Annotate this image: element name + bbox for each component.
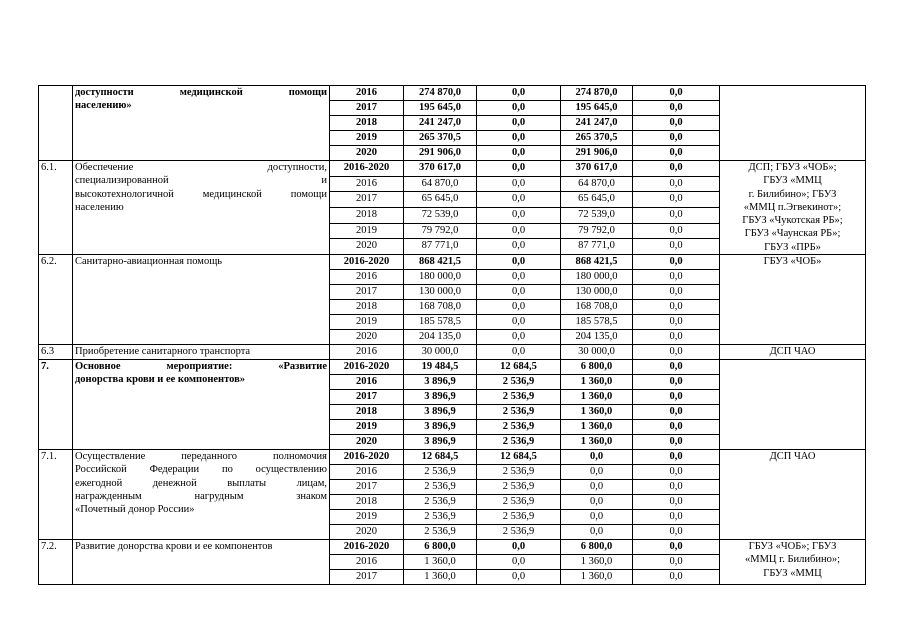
total-cell: 1 360,0 <box>404 555 477 570</box>
description-word: Осуществление <box>75 451 146 463</box>
district-budget-cell: 1 360,0 <box>561 435 633 450</box>
description-word: знаком <box>296 490 327 502</box>
year-cell: 2019 <box>330 510 404 525</box>
federal-budget-cell: 0,0 <box>477 192 561 208</box>
total-cell: 6 800,0 <box>404 540 477 555</box>
federal-budget-cell: 2 536,9 <box>477 405 561 420</box>
year-cell: 2020 <box>330 146 404 161</box>
total-cell: 265 370,5 <box>404 131 477 146</box>
federal-budget-cell: 2 536,9 <box>477 480 561 495</box>
executor-line: ГБУЗ «ЧОБ» <box>763 256 822 268</box>
year-cell: 2019 <box>330 420 404 435</box>
table-row <box>39 345 866 360</box>
district-budget-cell: 1 360,0 <box>561 375 633 390</box>
other-sources-cell: 0,0 <box>633 223 720 239</box>
description-line <box>75 463 327 476</box>
other-sources-cell: 0,0 <box>633 208 720 224</box>
total-cell: 79 792,0 <box>404 223 477 239</box>
total-cell: 3 896,9 <box>404 420 477 435</box>
item-number: 6.1. <box>39 161 73 255</box>
other-sources-cell: 0,0 <box>633 86 720 101</box>
table-row <box>39 360 866 375</box>
total-cell: 370 617,0 <box>404 161 477 177</box>
federal-budget-cell: 0,0 <box>477 239 561 255</box>
description-line: донорства крови и ее компонентов» <box>75 374 246 386</box>
item-description <box>73 86 330 161</box>
district-budget-cell: 1 360,0 <box>561 390 633 405</box>
year-cell: 2020 <box>330 330 404 345</box>
item-number: 7. <box>39 360 73 450</box>
total-cell: 185 578,5 <box>404 315 477 330</box>
description-line: «Почетный донор России» <box>75 504 195 516</box>
other-sources-cell: 0,0 <box>633 345 720 360</box>
description-line <box>75 86 327 99</box>
year-cell: 2019 <box>330 315 404 330</box>
item-description <box>73 161 330 255</box>
description-word: специализированной <box>75 175 169 187</box>
executor-line: ГБУЗ «ПРБ» <box>764 241 821 253</box>
year-cell: 2016-2020 <box>330 540 404 555</box>
description-word: доступности <box>75 87 134 98</box>
other-sources-cell: 0,0 <box>633 510 720 525</box>
federal-budget-cell: 0,0 <box>477 116 561 131</box>
other-sources-cell: 0,0 <box>633 270 720 285</box>
other-sources-cell: 0,0 <box>633 555 720 570</box>
description-word: лицам, <box>296 477 327 489</box>
executor-line: «ММЦ п.Эгвекинот»; <box>743 201 842 213</box>
district-budget-cell: 1 360,0 <box>561 570 633 585</box>
federal-budget-cell: 0,0 <box>477 208 561 224</box>
other-sources-cell: 0,0 <box>633 116 720 131</box>
year-cell: 2016 <box>330 270 404 285</box>
description-line <box>75 450 327 463</box>
item-description <box>73 255 330 345</box>
table-row <box>39 255 866 270</box>
description-line: Приобретение санитарного транспорта <box>75 346 251 358</box>
district-budget-cell: 0,0 <box>561 495 633 510</box>
district-budget-cell: 6 800,0 <box>561 360 633 375</box>
federal-budget-cell: 0,0 <box>477 223 561 239</box>
year-cell: 2016 <box>330 86 404 101</box>
year-cell: 2017 <box>330 480 404 495</box>
year-cell: 2016-2020 <box>330 161 404 177</box>
total-cell: 2 536,9 <box>404 465 477 480</box>
federal-budget-cell: 2 536,9 <box>477 435 561 450</box>
description-line: населению» <box>75 100 132 112</box>
item-number: 7.1. <box>39 450 73 540</box>
district-budget-cell: 64 870,0 <box>561 176 633 192</box>
description-word: по <box>221 464 233 476</box>
year-cell: 2016 <box>330 465 404 480</box>
budget-table <box>38 85 866 585</box>
federal-budget-cell: 2 536,9 <box>477 420 561 435</box>
federal-budget-cell: 0,0 <box>477 570 561 585</box>
description-word: нагрудным <box>194 490 244 502</box>
year-cell: 2020 <box>330 435 404 450</box>
description-line <box>75 161 327 174</box>
total-cell: 87 771,0 <box>404 239 477 255</box>
executor-line: г. Билибино»; ГБУЗ <box>748 188 837 200</box>
description-word: мероприятие: <box>166 361 233 373</box>
description-word: полномочия <box>272 451 327 463</box>
federal-budget-cell: 0,0 <box>477 176 561 192</box>
year-cell: 2016 <box>330 555 404 570</box>
district-budget-cell: 30 000,0 <box>561 345 633 360</box>
executor-cell <box>720 360 866 450</box>
district-budget-cell: 130 000,0 <box>561 285 633 300</box>
federal-budget-cell: 0,0 <box>477 330 561 345</box>
district-budget-cell: 0,0 <box>561 450 633 465</box>
federal-budget-cell: 0,0 <box>477 540 561 555</box>
federal-budget-cell: 0,0 <box>477 270 561 285</box>
description-line <box>75 360 327 373</box>
year-cell: 2018 <box>330 116 404 131</box>
district-budget-cell: 1 360,0 <box>561 405 633 420</box>
federal-budget-cell: 2 536,9 <box>477 510 561 525</box>
total-cell: 2 536,9 <box>404 510 477 525</box>
total-cell: 180 000,0 <box>404 270 477 285</box>
description-line <box>75 490 327 503</box>
other-sources-cell: 0,0 <box>633 495 720 510</box>
year-cell: 2016 <box>330 375 404 390</box>
year-cell: 2019 <box>330 131 404 146</box>
item-description <box>73 345 330 360</box>
item-description <box>73 450 330 540</box>
other-sources-cell: 0,0 <box>633 480 720 495</box>
executor-line: ГБУЗ «ЧОБ»; ГБУЗ <box>748 541 837 553</box>
district-budget-cell: 1 360,0 <box>561 555 633 570</box>
description-word: медицинской <box>202 188 262 200</box>
other-sources-cell: 0,0 <box>633 146 720 161</box>
other-sources-cell: 0,0 <box>633 300 720 315</box>
year-cell: 2017 <box>330 101 404 116</box>
total-cell: 2 536,9 <box>404 495 477 510</box>
year-cell: 2017 <box>330 570 404 585</box>
total-cell: 1 360,0 <box>404 570 477 585</box>
executor-cell <box>720 540 866 585</box>
description-word: Обеспечение <box>75 162 134 173</box>
item-number <box>39 86 73 161</box>
year-cell: 2018 <box>330 208 404 224</box>
federal-budget-cell: 0,0 <box>477 131 561 146</box>
other-sources-cell: 0,0 <box>633 161 720 177</box>
federal-budget-cell: 0,0 <box>477 255 561 270</box>
item-number: 7.2. <box>39 540 73 585</box>
description-word: высокотехнологичной <box>75 188 174 200</box>
other-sources-cell: 0,0 <box>633 101 720 116</box>
district-budget-cell: 79 792,0 <box>561 223 633 239</box>
total-cell: 868 421,5 <box>404 255 477 270</box>
item-number: 6.2. <box>39 255 73 345</box>
total-cell: 19 484,5 <box>404 360 477 375</box>
federal-budget-cell: 0,0 <box>477 300 561 315</box>
executor-line: ДСП; ГБУЗ «ЧОБ»; <box>748 162 837 173</box>
table-body <box>39 86 866 585</box>
federal-budget-cell: 12 684,5 <box>477 450 561 465</box>
total-cell: 168 708,0 <box>404 300 477 315</box>
district-budget-cell: 204 135,0 <box>561 330 633 345</box>
description-word: помощи <box>290 188 327 200</box>
district-budget-cell: 185 578,5 <box>561 315 633 330</box>
description-line <box>75 188 327 201</box>
total-cell: 274 870,0 <box>404 86 477 101</box>
total-cell: 3 896,9 <box>404 405 477 420</box>
district-budget-cell: 274 870,0 <box>561 86 633 101</box>
description-line <box>75 174 327 187</box>
district-budget-cell: 180 000,0 <box>561 270 633 285</box>
executor-line: ГБУЗ «Чаунская РБ»; <box>744 228 841 240</box>
other-sources-cell: 0,0 <box>633 435 720 450</box>
district-budget-cell: 0,0 <box>561 465 633 480</box>
total-cell: 130 000,0 <box>404 285 477 300</box>
district-budget-cell: 1 360,0 <box>561 420 633 435</box>
other-sources-cell: 0,0 <box>633 570 720 585</box>
description-word: и <box>321 175 327 187</box>
item-description <box>73 360 330 450</box>
district-budget-cell: 0,0 <box>561 510 633 525</box>
year-cell: 2019 <box>330 223 404 239</box>
description-word: награжденным <box>75 490 142 502</box>
executor-line: ГБУЗ «ММЦ <box>763 567 822 579</box>
other-sources-cell: 0,0 <box>633 420 720 435</box>
other-sources-cell: 0,0 <box>633 255 720 270</box>
other-sources-cell: 0,0 <box>633 375 720 390</box>
description-word: ежегодной <box>75 477 123 489</box>
district-budget-cell: 265 370,5 <box>561 131 633 146</box>
year-cell: 2016 <box>330 176 404 192</box>
description-word: Федерации <box>149 464 200 476</box>
year-cell: 2016-2020 <box>330 255 404 270</box>
description-line: Санитарно-авиационная помощь <box>75 256 223 268</box>
other-sources-cell: 0,0 <box>633 450 720 465</box>
description-word: «Развитие <box>278 361 327 373</box>
district-budget-cell: 241 247,0 <box>561 116 633 131</box>
federal-budget-cell: 12 684,5 <box>477 360 561 375</box>
executor-line: ДСП ЧАО <box>769 451 816 463</box>
executor-cell <box>720 255 866 345</box>
district-budget-cell: 0,0 <box>561 480 633 495</box>
federal-budget-cell: 0,0 <box>477 315 561 330</box>
district-budget-cell: 65 645,0 <box>561 192 633 208</box>
federal-budget-cell: 2 536,9 <box>477 390 561 405</box>
description-line: Развитие донорства крови и ее компонентов <box>75 541 273 553</box>
total-cell: 3 896,9 <box>404 375 477 390</box>
table-row <box>39 86 866 101</box>
federal-budget-cell: 0,0 <box>477 146 561 161</box>
federal-budget-cell: 0,0 <box>477 285 561 300</box>
district-budget-cell: 370 617,0 <box>561 161 633 177</box>
year-cell: 2020 <box>330 525 404 540</box>
executor-cell <box>720 345 866 360</box>
description-word: переданного <box>181 451 238 463</box>
year-cell: 2018 <box>330 405 404 420</box>
total-cell: 3 896,9 <box>404 390 477 405</box>
federal-budget-cell: 0,0 <box>477 86 561 101</box>
description-line: населению <box>75 201 124 213</box>
total-cell: 241 247,0 <box>404 116 477 131</box>
item-description <box>73 540 330 585</box>
other-sources-cell: 0,0 <box>633 390 720 405</box>
table-row <box>39 450 866 465</box>
executor-line: «ММЦ г. Билибино»; <box>744 554 840 566</box>
total-cell: 2 536,9 <box>404 480 477 495</box>
total-cell: 204 135,0 <box>404 330 477 345</box>
federal-budget-cell: 0,0 <box>477 161 561 177</box>
other-sources-cell: 0,0 <box>633 540 720 555</box>
description-word: Российской <box>75 464 127 476</box>
federal-budget-cell: 2 536,9 <box>477 495 561 510</box>
total-cell: 30 000,0 <box>404 345 477 360</box>
year-cell: 2016 <box>330 345 404 360</box>
total-cell: 64 870,0 <box>404 176 477 192</box>
other-sources-cell: 0,0 <box>633 465 720 480</box>
other-sources-cell: 0,0 <box>633 360 720 375</box>
federal-budget-cell: 2 536,9 <box>477 375 561 390</box>
year-cell: 2016-2020 <box>330 360 404 375</box>
description-word: осуществлению <box>255 464 327 476</box>
total-cell: 291 906,0 <box>404 146 477 161</box>
item-number: 6.3 <box>39 345 73 360</box>
total-cell: 195 645,0 <box>404 101 477 116</box>
description-word: выплаты <box>227 477 267 489</box>
district-budget-cell: 195 645,0 <box>561 101 633 116</box>
other-sources-cell: 0,0 <box>633 239 720 255</box>
total-cell: 65 645,0 <box>404 192 477 208</box>
description-word: помощи <box>288 87 327 98</box>
description-word: доступности, <box>267 162 327 173</box>
year-cell: 2018 <box>330 495 404 510</box>
year-cell: 2020 <box>330 239 404 255</box>
district-budget-cell: 6 800,0 <box>561 540 633 555</box>
total-cell: 12 684,5 <box>404 450 477 465</box>
total-cell: 3 896,9 <box>404 435 477 450</box>
table-row <box>39 161 866 177</box>
executor-cell <box>720 161 866 255</box>
year-cell: 2017 <box>330 192 404 208</box>
year-cell: 2017 <box>330 285 404 300</box>
federal-budget-cell: 0,0 <box>477 555 561 570</box>
other-sources-cell: 0,0 <box>633 192 720 208</box>
federal-budget-cell: 0,0 <box>477 345 561 360</box>
total-cell: 2 536,9 <box>404 525 477 540</box>
year-cell: 2017 <box>330 390 404 405</box>
district-budget-cell: 0,0 <box>561 525 633 540</box>
description-line <box>75 477 327 490</box>
district-budget-cell: 72 539,0 <box>561 208 633 224</box>
federal-budget-cell: 2 536,9 <box>477 465 561 480</box>
executor-line: ДСП ЧАО <box>769 346 816 358</box>
table-row <box>39 540 866 555</box>
other-sources-cell: 0,0 <box>633 315 720 330</box>
other-sources-cell: 0,0 <box>633 285 720 300</box>
district-budget-cell: 87 771,0 <box>561 239 633 255</box>
year-cell: 2016-2020 <box>330 450 404 465</box>
executor-cell <box>720 86 866 161</box>
other-sources-cell: 0,0 <box>633 176 720 192</box>
other-sources-cell: 0,0 <box>633 525 720 540</box>
federal-budget-cell: 0,0 <box>477 101 561 116</box>
executor-cell <box>720 450 866 540</box>
federal-budget-cell: 2 536,9 <box>477 525 561 540</box>
executor-line: ГБУЗ «Чукотская РБ»; <box>742 215 843 227</box>
other-sources-cell: 0,0 <box>633 131 720 146</box>
district-budget-cell: 168 708,0 <box>561 300 633 315</box>
executor-line: ГБУЗ «ММЦ <box>763 175 822 187</box>
year-cell: 2018 <box>330 300 404 315</box>
district-budget-cell: 291 906,0 <box>561 146 633 161</box>
other-sources-cell: 0,0 <box>633 330 720 345</box>
total-cell: 72 539,0 <box>404 208 477 224</box>
description-word: Основное <box>75 361 121 373</box>
description-word: денежной <box>152 477 197 489</box>
district-budget-cell: 868 421,5 <box>561 255 633 270</box>
other-sources-cell: 0,0 <box>633 405 720 420</box>
description-word: медицинской <box>179 87 243 98</box>
